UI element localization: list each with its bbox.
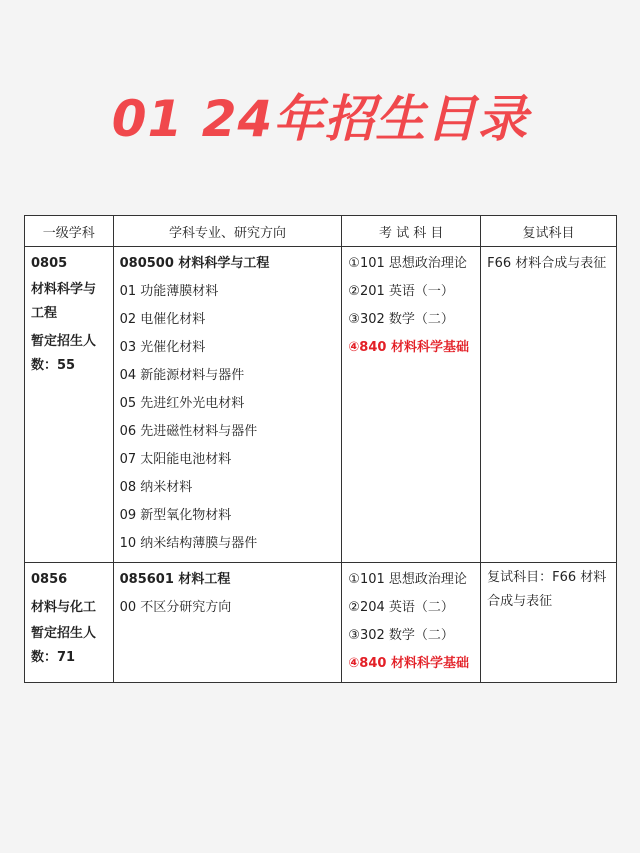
major-cell [113,563,342,683]
research-direction: 03 光催化材料 [119,340,206,355]
admission-catalog-table [24,215,617,683]
discipline-name: 材料与化工 [31,600,97,615]
exam-subject: ①101 思想政治理论 [348,256,467,271]
table-row [25,563,617,683]
exam-subject: ③302 数学（二） [348,312,454,327]
table-header-row [25,216,617,247]
major-name: 080500 材料科学与工程 [119,256,270,271]
retest-subject: 复试科目：F66 材料合成与表征 [487,570,607,609]
header-retest-subject: 复试科目 [481,216,617,247]
discipline-name: 材料科学与工程 [31,282,97,321]
research-direction: 09 新型氧化物材料 [119,508,232,523]
research-direction: 10 纳米结构薄膜与器件 [119,536,258,551]
exam-subject-highlight: ④840 材料科学基础 [348,656,469,671]
exam-subject: ①101 思想政治理论 [348,572,467,587]
exam-subject-highlight: ④840 材料科学基础 [348,340,469,355]
exam-subject: ②204 英语（二） [348,600,454,615]
retest-subject: F66 材料合成与表征 [487,256,607,271]
discipline-cell [25,563,114,683]
research-direction: 06 先进磁性材料与器件 [119,424,258,439]
header-major-direction: 学科专业、研究方向 [113,216,342,247]
header-exam-subjects: 考 试 科 目 [342,216,481,247]
research-direction: 08 纳米材料 [119,480,193,495]
retest-cell [481,563,617,683]
research-direction: 04 新能源材料与器件 [119,368,245,383]
discipline-cell [25,247,114,563]
table-row [25,247,617,563]
retest-cell [481,247,617,563]
exam-subject: ②201 英语（一） [348,284,454,299]
major-name: 085601 材料工程 [119,572,231,587]
exam-subject: ③302 数学（二） [348,628,454,643]
exam-cell [342,563,481,683]
research-direction: 07 太阳能电池材料 [119,452,232,467]
research-direction: 00 不区分研究方向 [119,600,232,615]
research-direction: 05 先进红外光电材料 [119,396,245,411]
research-direction: 02 电催化材料 [119,312,206,327]
header-discipline: 一级学科 [25,216,114,247]
exam-cell [342,247,481,563]
discipline-code: 0856 [31,572,68,587]
page-title: 01 24年招生目录 [111,90,529,148]
research-direction: 01 功能薄膜材料 [119,284,219,299]
major-cell [113,247,342,563]
enrollment-count: 暂定招生人数：71 [31,626,97,665]
enrollment-count: 暂定招生人数：55 [31,334,97,373]
discipline-code: 0805 [31,256,68,271]
